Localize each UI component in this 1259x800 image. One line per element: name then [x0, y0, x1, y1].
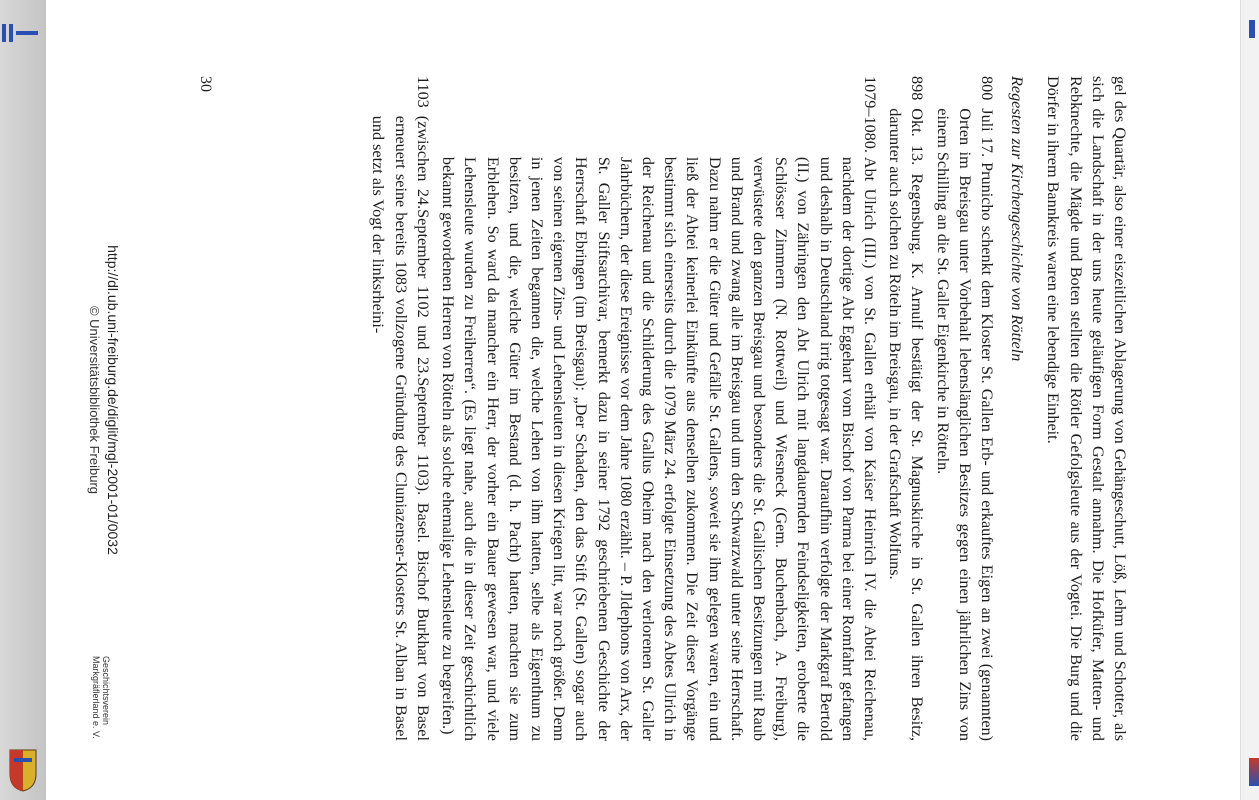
- text-column: [364, 76, 1131, 741]
- permalink-link[interactable]: http://dl.ub.uni-freiburg.de/diglit/mgl-2001-01/0032: [104, 245, 121, 555]
- section-heading: Regesten zur Kirchengeschichte von Rötteln: [1007, 76, 1026, 362]
- viewer-right-edge: [1240, 0, 1259, 800]
- association-line: Markgräflerland e. V.: [90, 656, 101, 739]
- coat-of-arms-icon: [8, 748, 38, 792]
- intro-paragraph: gel des Quartär, also einer eiszeitlichen Ablagerung von Gehängeschutt, Löß, Lehm und Schotter, als sich die Landschaft in der uns heute geläufigen Form Gestalt annahm. Die Hofküfer, Matten- und Rebknechte, die Mägde und Boten stellten die Rötler Gefolgsleute aus der Vogtei. Die Burg und die Dörfer in ihrem Bannkreis waren eine lebendige Einheit.: [1043, 76, 1129, 741]
- regest-text: (zwischen 24.September 1102 und 23.September 1103). Basel. Bischof Burkhart von Basel erneuert seine bereits 1083 vollzogene Gründung des Cluniazenser-Klosters St. Alban in Basel und setzt als Vogt der linksrheini-: [369, 115, 432, 741]
- regest-date: 898: [907, 76, 926, 101]
- badge-icon: [1249, 758, 1259, 786]
- regest-entry: [931, 76, 998, 741]
- copyright-notice: © Universitätsbibliothek Freiburg: [86, 305, 102, 495]
- document-page: [46, 0, 1241, 800]
- regest-entry: [436, 76, 880, 741]
- association-credit: [91, 656, 111, 766]
- association-line: Geschichtsverein: [100, 656, 111, 726]
- library-mark-icon: [1249, 20, 1255, 38]
- regest-text: Juli 17. Prunicho schenkt dem Kloster St. Gallen Erb- und erkauftes Eigen an zwei (genannten) Orten im Breisgau unter Vorbehalt lebenslänglichen Besitzes gegen einen jährlichen Zins von einem Schilling an die St. Galler Eigenkirche in Rötteln.: [933, 108, 996, 741]
- page-number: 30: [196, 76, 214, 92]
- viewer-sidebar: [0, 0, 47, 800]
- regest-text: Okt. 13. Regensburg. K. Arnulf bestätigt der St. Magnuskirche in St. Gallen ihren Besitz, darunter auch solchen zu Röteln im Breisgau, in der Grafschaft Wolfuns.: [885, 108, 926, 741]
- regest-date: 800: [977, 76, 996, 101]
- regest-date: 1079–1080.: [860, 76, 879, 153]
- regest-text: Abt Ulrich (III.) von St. Gallen erhält von Kaiser Heinrich IV. die Abtei Reichenau, nachdem der dortige Abt Eggehart vom Bischof von Parma bei einer Romfahrt gefangen und deshalb in Deutschland irrig totgesagt war. Daraufhin verfolgte der Markgraf Bertold (II.) von Zähringen den Abt Ulrich mit langdauernden Feindseligkeiten, eroberte die Schlösser Zimmern (N. Rottweil) und Wiesneck (Gem. Buchenbach, A. Freiburg), verwüstete den ganzen Breisgau und besonders die St. Gallischen Besitzungen mit Raub und Brand und zwang alle im Breisgau und um den Schwarzwald unter seine Herrschaft. Dazu nahm er die Güter und Gefälle St. Gallens, soweit sie ihm gelegen waren, ein und ließ der Abtei keinerlei Einkünfte aus denselben zukommen. Die Zeit dieser Vorgänge bestimmt sich einerseits durch die 1079 März 24. erfolgte Einsetzung des Abtes Ulrich in der Reichenau und die Schilderung des Gallus Oheim nach den verlorenen St. Galler Jahrbüchern, der diese Ereignisse vor dem Jahre 1080 erzählt. – P. Jldephons von Arx, der St. Galler Stiftsarchivar, bemerkt dazu in seiner 1792 geschriebenen Geschichte der Herrschaft Ebringen (im Breisgau): „Der Schaden, den das Stift (St. Gallen) sogar auch von seinen eigenen Zins- und Lehensleuten in diesen Kriegen litt, war noch größer. Denn in jenen Zeiten begannen die, welche Lehen von ihm hatten, selbe als Eigenthum zu besitzen, und die, welche Güter im Bestand (d. h. Pacht) hatten, machten sie zum Erblehen. So ward da mancher ein Herr, der vorher ein Bauer gewesen war, und viele Lehensleute wurden zu Freiherren“. (Es liegt nahe, auch die in dieser Zeit geschichtlich bekannt gewordenen Herren von Rötteln als solche ehemalige Lehensleute zu begreifen.): [438, 156, 879, 741]
- rotated-page-content: [69, 20, 1219, 780]
- university-library-logo-icon: [2, 24, 38, 42]
- regest-date: 1103: [413, 76, 432, 108]
- regest-entry: [883, 76, 927, 741]
- regest-entry: [367, 76, 434, 741]
